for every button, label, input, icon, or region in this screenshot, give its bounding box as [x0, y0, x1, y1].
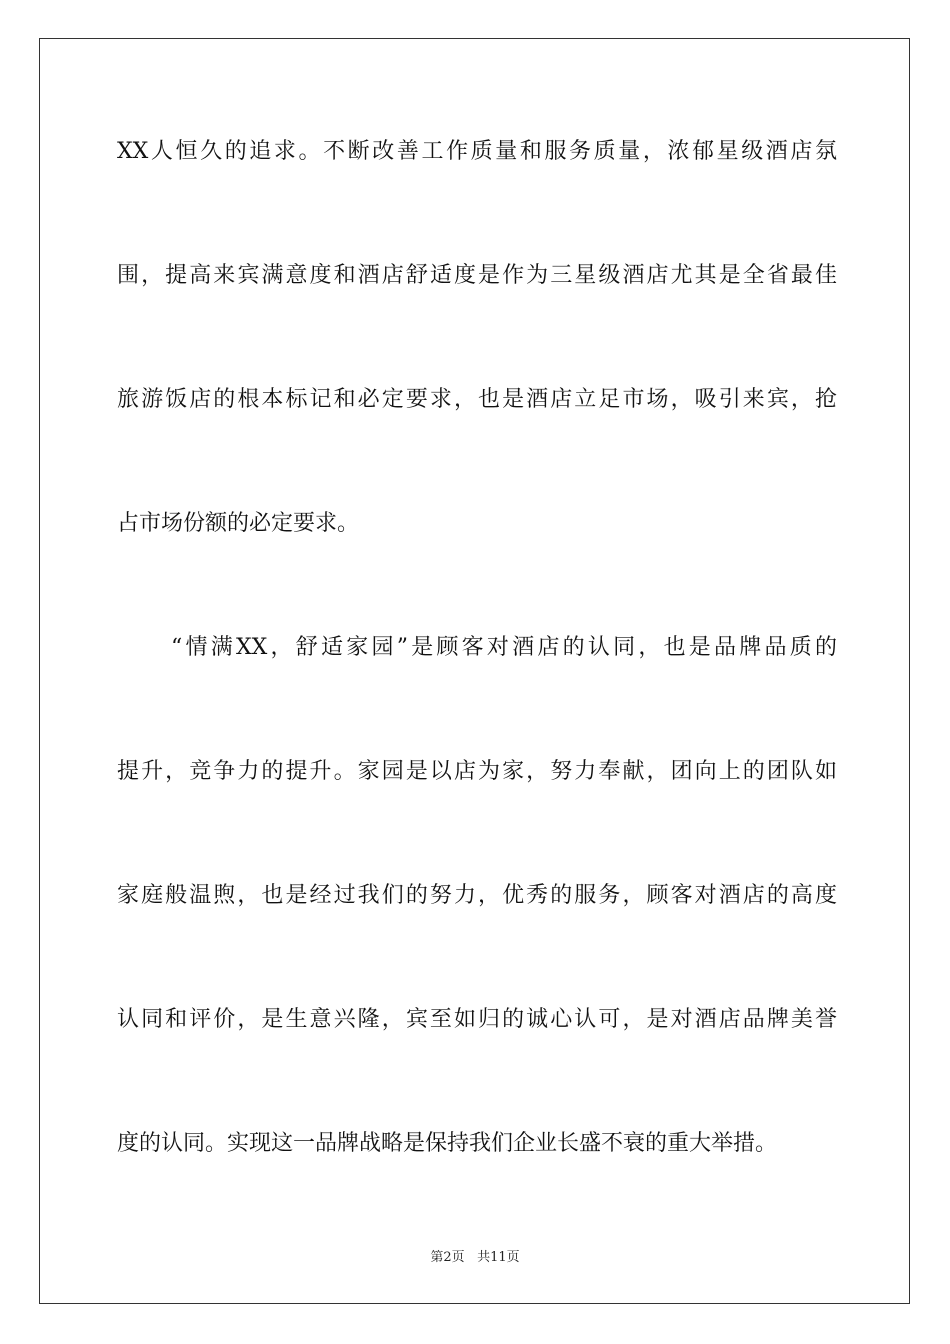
text-line-3: 旅游饭店的根本标记和必定要求，也是酒店立足市场，吸引来宾，抢	[117, 387, 837, 412]
page-border	[39, 38, 910, 1304]
page-total: 共11页	[477, 1250, 520, 1265]
text-line-5: “情满XX，舒适家园”是顾客对酒店的认同，也是品牌品质的	[171, 635, 837, 660]
text-line-8: 认同和评价，是生意兴隆，宾至如归的诚心认可，是对酒店品牌美誉	[117, 1007, 837, 1032]
text-line-1: XX人恒久的追求。不断改善工作质量和服务质量，浓郁星级酒店氛	[117, 139, 837, 164]
text-line-2: 围，提高来宾满意度和酒店舒适度是作为三星级酒店尤其是全省最佳	[117, 263, 837, 288]
text-line-4: 占市场份额的必定要求。	[117, 511, 360, 536]
text-line-7: 家庭般温煦，也是经过我们的努力，优秀的服务，顾客对酒店的高度	[117, 883, 837, 908]
page-footer	[0, 1246, 950, 1265]
text-line-9: 度的认同。实现这一品牌战略是保持我们企业长盛不衰的重大举措。	[117, 1131, 778, 1156]
page-number: 第2页	[430, 1250, 465, 1265]
text-line-6: 提升，竞争力的提升。家园是以店为家，努力奉献，团向上的团队如	[117, 759, 837, 784]
